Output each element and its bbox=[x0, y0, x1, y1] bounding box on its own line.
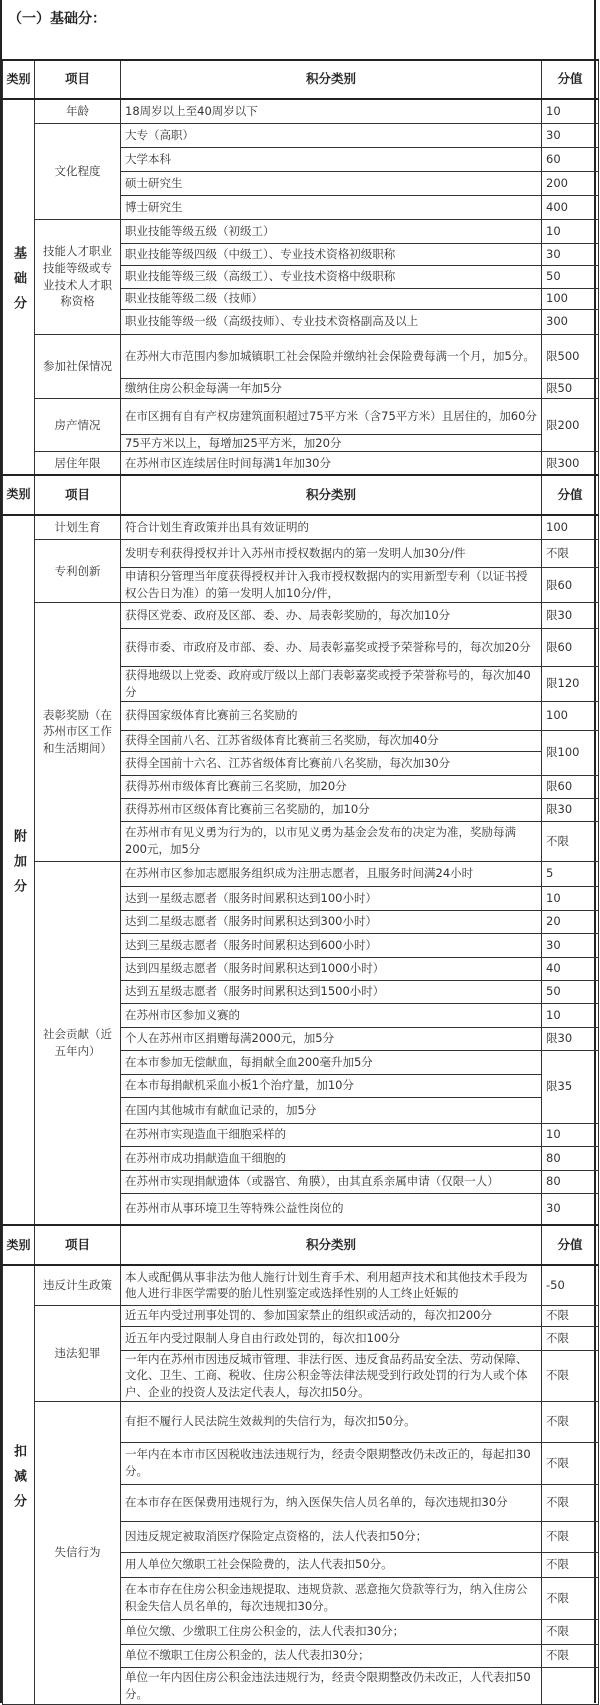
score-cell: 100 bbox=[542, 515, 599, 540]
criteria-cell: 获得全国前八名、江苏省级体育比赛前三名奖励，每次加40分 bbox=[121, 730, 542, 751]
item-cell: 房产情况 bbox=[35, 398, 121, 452]
score-cell bbox=[542, 1667, 599, 1704]
criteria-cell: 在本市每捐献机采血小板1个治疗量，加10分 bbox=[121, 1074, 542, 1097]
score-cell: 不限 bbox=[542, 1305, 599, 1326]
criteria-cell: 18周岁以上至40周岁以下 bbox=[121, 99, 542, 123]
criteria-cell: 因违反规定被取消医疗保险定点资格的，法人代表扣50分； bbox=[121, 1521, 542, 1552]
table-row bbox=[3, 1265, 599, 1305]
score-cell: 不限 bbox=[542, 1644, 599, 1667]
table-row bbox=[3, 123, 599, 147]
score-cell: 30 bbox=[542, 1193, 599, 1225]
score-cell: 限60 bbox=[542, 775, 599, 798]
table-header-row bbox=[3, 475, 599, 515]
score-cell: 30 bbox=[542, 243, 599, 265]
criteria-cell: 达到五星级志愿者（服务时间累积达到1500小时） bbox=[121, 980, 542, 1003]
score-cell: 50 bbox=[542, 980, 599, 1003]
score-cell: 10 bbox=[542, 886, 599, 910]
criteria-cell: 有拒不履行人民法院生效裁判的失信行为，每次扣50分。 bbox=[121, 1401, 542, 1442]
criteria-cell: 大学本科 bbox=[121, 147, 542, 171]
criteria-cell: 个人在苏州市区捐赠每满2000元，加5分 bbox=[121, 1027, 542, 1050]
criteria-cell: 单位不缴职工住房公积金的，法人代表扣30分； bbox=[121, 1644, 542, 1667]
score-cell: 限30 bbox=[542, 798, 599, 821]
score-cell: 限200 bbox=[542, 398, 599, 452]
header-score: 分值 bbox=[542, 475, 599, 515]
header-category: 类别 bbox=[3, 475, 35, 515]
item-cell: 社会贡献（近五年内） bbox=[35, 861, 121, 1225]
category-cell bbox=[3, 99, 35, 475]
criteria-cell: 达到三星级志愿者（服务时间累积达到600小时） bbox=[121, 933, 542, 957]
criteria-cell: 在苏州大市范围内参加城镇职工社会保险并缴纳社会保险费每满一个月，加5分。 bbox=[121, 334, 542, 378]
criteria-cell: 获得苏州市级体育比赛前三名奖励，加20分 bbox=[121, 775, 542, 798]
table-row bbox=[3, 99, 599, 123]
criteria-cell: 达到一星级志愿者（服务时间累积达到100小时） bbox=[121, 886, 542, 910]
criteria-cell: 达到四星级志愿者（服务时间累积达到1000小时） bbox=[121, 957, 542, 980]
criteria-cell: 在国内其他城市有献血记录的，加5分 bbox=[121, 1097, 542, 1123]
table-row bbox=[3, 861, 599, 886]
criteria-cell: 获得区党委、政府及区部、委、办、局表彰奖励的，每次加10分 bbox=[121, 602, 542, 628]
criteria-cell: 在苏州市实现捐献遗体（或器官、角膜），由其直系亲属申请（仅限一人） bbox=[121, 1170, 542, 1193]
item-cell: 计划生育 bbox=[35, 515, 121, 540]
header-item: 项目 bbox=[35, 1225, 121, 1265]
criteria-cell: 在苏州市有见义勇为行为的，以市见义勇为基金会发布的决定为准，奖励每满200元，加5分 bbox=[121, 821, 542, 861]
score-cell: 10 bbox=[542, 1003, 599, 1027]
criteria-cell: 在苏州市成功捐献造血干细胞的 bbox=[121, 1146, 542, 1170]
criteria-cell: 发明专利获得授权并计入苏州市授权数据内的第一发明人加30分/件 bbox=[121, 540, 542, 568]
score-cell: 200 bbox=[542, 171, 599, 195]
item-cell: 表彰奖励（在苏州市区工作和生活期间） bbox=[35, 602, 121, 861]
criteria-cell: 在本市存在住房公积金违规提取、违规贷款、恶意拖欠贷款等行为，纳入住房公积金失信人员名单的，每次违规扣30分。 bbox=[121, 1577, 542, 1619]
criteria-cell: 在苏州市区参加义赛的 bbox=[121, 1003, 542, 1027]
criteria-cell: 职业技能等级五级（初级工） bbox=[121, 219, 542, 243]
header-criteria: 积分类别 bbox=[121, 475, 542, 515]
criteria-cell: 获得国家级体育比赛前三名奖励的 bbox=[121, 701, 542, 730]
item-cell: 违法犯罪 bbox=[35, 1305, 121, 1401]
points-table bbox=[2, 59, 599, 1705]
criteria-cell: 75平方米以上，每增加25平方米，加20分 bbox=[121, 434, 542, 452]
criteria-cell: 在市区拥有自有产权房建筑面积超过75平方米（含75平方米）且居住的，加60分 bbox=[121, 398, 542, 434]
item-cell: 文化程度 bbox=[35, 123, 121, 219]
criteria-cell: 职业技能等级二级（技师） bbox=[121, 288, 542, 309]
score-cell: 限30 bbox=[542, 602, 599, 628]
score-cell: 10 bbox=[542, 1123, 599, 1146]
criteria-cell: 缴纳住房公积金每满一年加5分 bbox=[121, 378, 542, 398]
table-row bbox=[3, 540, 599, 568]
score-cell: 60 bbox=[542, 147, 599, 171]
criteria-cell: 在苏州市区参加志愿服务组织成为注册志愿者，且服务时间满24小时 bbox=[121, 861, 542, 886]
criteria-cell: 符合计划生育政策并出具有效证明的 bbox=[121, 515, 542, 540]
table-row bbox=[3, 452, 599, 475]
score-cell: 不限 bbox=[542, 1326, 599, 1350]
score-cell: 不限 bbox=[542, 1577, 599, 1619]
header-score: 分值 bbox=[542, 60, 599, 99]
item-cell: 年龄 bbox=[35, 99, 121, 123]
criteria-cell: 一年内在本市市区因税收违法违规行为，经责令限期整改仍未改正的，每起扣30分。 bbox=[121, 1442, 542, 1484]
criteria-cell: 大专（高职） bbox=[121, 123, 542, 147]
criteria-cell: 获得苏州市区级体育比赛前三名奖励的，加10分 bbox=[121, 798, 542, 821]
points-table-body bbox=[3, 60, 599, 1704]
table-row bbox=[3, 219, 599, 243]
score-cell: 5 bbox=[542, 861, 599, 886]
score-cell: 限60 bbox=[542, 628, 599, 666]
item-cell: 居住年限 bbox=[35, 452, 121, 475]
criteria-cell: 在本市参加无偿献血，每捐献全血200毫升加5分 bbox=[121, 1050, 542, 1074]
category-label: 基础分 bbox=[11, 245, 26, 321]
score-cell: 40 bbox=[542, 957, 599, 980]
criteria-cell: 获得地级以上党委、政府或厅级以上部门表彰嘉奖或授予荣誉称号的，每次加40分 bbox=[121, 666, 542, 701]
score-cell: 不限 bbox=[542, 1401, 599, 1442]
score-cell: -50 bbox=[542, 1265, 599, 1305]
score-cell: 限100 bbox=[542, 730, 599, 775]
criteria-cell: 职业技能等级一级（高级技师）、专业技术资格副高及以上 bbox=[121, 309, 542, 334]
section-title: （一）基础分： bbox=[8, 11, 106, 27]
criteria-cell: 硕士研究生 bbox=[121, 171, 542, 195]
category-cell bbox=[3, 515, 35, 1225]
score-cell: 10 bbox=[542, 99, 599, 123]
score-cell: 限35 bbox=[542, 1050, 599, 1123]
score-cell: 100 bbox=[542, 701, 599, 730]
criteria-cell: 在苏州市从事环境卫生等特殊公益性岗位的 bbox=[121, 1193, 542, 1225]
criteria-cell: 本人或配偶从事非法为他人施行计划生育手术、利用超声技术和其他技术手段为他人进行非医学需要的胎儿性别鉴定或选择性别的人工终止妊娠的 bbox=[121, 1265, 542, 1305]
score-cell: 不限 bbox=[542, 540, 599, 568]
score-cell: 30 bbox=[542, 933, 599, 957]
table-row bbox=[3, 398, 599, 434]
criteria-cell: 在本市存在医保费用违规行为，纳入医保失信人员名单的，每次违规扣30分 bbox=[121, 1484, 542, 1521]
criteria-cell: 近五年内受过刑事处罚的、参加国家禁止的组织或活动的，每次扣200分 bbox=[121, 1305, 542, 1326]
score-cell: 不限 bbox=[542, 1442, 599, 1484]
header-item: 项目 bbox=[35, 60, 121, 99]
category-cell bbox=[3, 1265, 35, 1704]
criteria-cell: 近五年内受过限制人身自由行政处罚的，每次扣100分 bbox=[121, 1326, 542, 1350]
score-cell: 不限 bbox=[542, 1552, 599, 1577]
item-cell: 专利创新 bbox=[35, 540, 121, 602]
score-cell: 10 bbox=[542, 219, 599, 243]
criteria-cell: 获得市委、市政府及市部、委、办、局表彰嘉奖或授予荣誉称号的，每次加20分 bbox=[121, 628, 542, 666]
criteria-cell: 博士研究生 bbox=[121, 195, 542, 219]
score-cell: 不限 bbox=[542, 821, 599, 861]
score-cell: 限50 bbox=[542, 378, 599, 398]
score-cell: 100 bbox=[542, 288, 599, 309]
criteria-cell: 获得全国前十六名、江苏省级体育比赛前八名奖励，每次加30分 bbox=[121, 751, 542, 775]
item-cell: 技能人才职业技能等级或专业技术人才职称资格 bbox=[35, 219, 121, 334]
score-cell: 限60 bbox=[542, 568, 599, 602]
score-cell: 不限 bbox=[542, 1484, 599, 1521]
score-cell: 不限 bbox=[542, 1350, 599, 1401]
header-item: 项目 bbox=[35, 475, 121, 515]
score-cell: 不限 bbox=[542, 1521, 599, 1552]
score-cell: 50 bbox=[542, 265, 599, 288]
criteria-cell: 职业技能等级四级（中级工）、专业技术资格初级职称 bbox=[121, 243, 542, 265]
score-cell: 不限 bbox=[542, 1619, 599, 1644]
table-row bbox=[3, 1305, 599, 1326]
header-criteria: 积分类别 bbox=[121, 60, 542, 99]
category-label: 扣减分 bbox=[11, 1443, 26, 1519]
score-cell: 限30 bbox=[542, 1027, 599, 1050]
score-cell: 20 bbox=[542, 910, 599, 933]
table-header-row bbox=[3, 60, 599, 99]
score-cell: 限120 bbox=[542, 666, 599, 701]
score-cell: 300 bbox=[542, 309, 599, 334]
criteria-cell: 申请积分管理当年度获得授权并计入我市授权数据内的实用新型专利（以证书授权公告日为准）的第一发明人加10分/件， bbox=[121, 568, 542, 602]
item-cell: 失信行为 bbox=[35, 1401, 121, 1704]
header-category: 类别 bbox=[3, 1225, 35, 1265]
score-cell: 30 bbox=[542, 123, 599, 147]
table-header-row bbox=[3, 1225, 599, 1265]
score-cell: 400 bbox=[542, 195, 599, 219]
criteria-cell: 用人单位欠缴职工社会保险费的，法人代表扣50分。 bbox=[121, 1552, 542, 1577]
criteria-cell: 职业技能等级三级（高级工）、专业技术资格中级职称 bbox=[121, 265, 542, 288]
table-row bbox=[3, 602, 599, 628]
table-row bbox=[3, 515, 599, 540]
criteria-cell: 单位一年内因住房公积金违法违规行为，经责令限期整改仍未改正，人代表扣50分。 bbox=[121, 1667, 542, 1704]
criteria-cell: 一年内在苏州市因违反城市管理、非法行医、违反食品药品安全法、劳动保障、文化、卫生、工商、税收、住房公积金等法律法规受到行政处罚的行为人或个体户、企业的投资人及法定代表人，每次扣50分。 bbox=[121, 1350, 542, 1401]
criteria-cell: 在苏州市实现造血干细胞采样的 bbox=[121, 1123, 542, 1146]
score-cell: 限500 bbox=[542, 334, 599, 378]
item-cell: 参加社保情况 bbox=[35, 334, 121, 398]
category-label: 附加分 bbox=[11, 828, 26, 904]
criteria-cell: 达到二星级志愿者（服务时间累积达到300小时） bbox=[121, 910, 542, 933]
header-criteria: 积分类别 bbox=[121, 1225, 542, 1265]
header-score: 分值 bbox=[542, 1225, 599, 1265]
item-cell: 违反计生政策 bbox=[35, 1265, 121, 1305]
table-row bbox=[3, 334, 599, 378]
header-category: 类别 bbox=[3, 60, 35, 99]
score-cell: 限300 bbox=[542, 452, 599, 475]
score-cell: 80 bbox=[542, 1146, 599, 1170]
score-cell: 80 bbox=[542, 1170, 599, 1193]
criteria-cell: 单位欠缴、少缴职工住房公积金的，法人代表扣30分； bbox=[121, 1619, 542, 1644]
table-row bbox=[3, 1401, 599, 1442]
criteria-cell: 在苏州市区连续居住时间每满1年加30分 bbox=[121, 452, 542, 475]
